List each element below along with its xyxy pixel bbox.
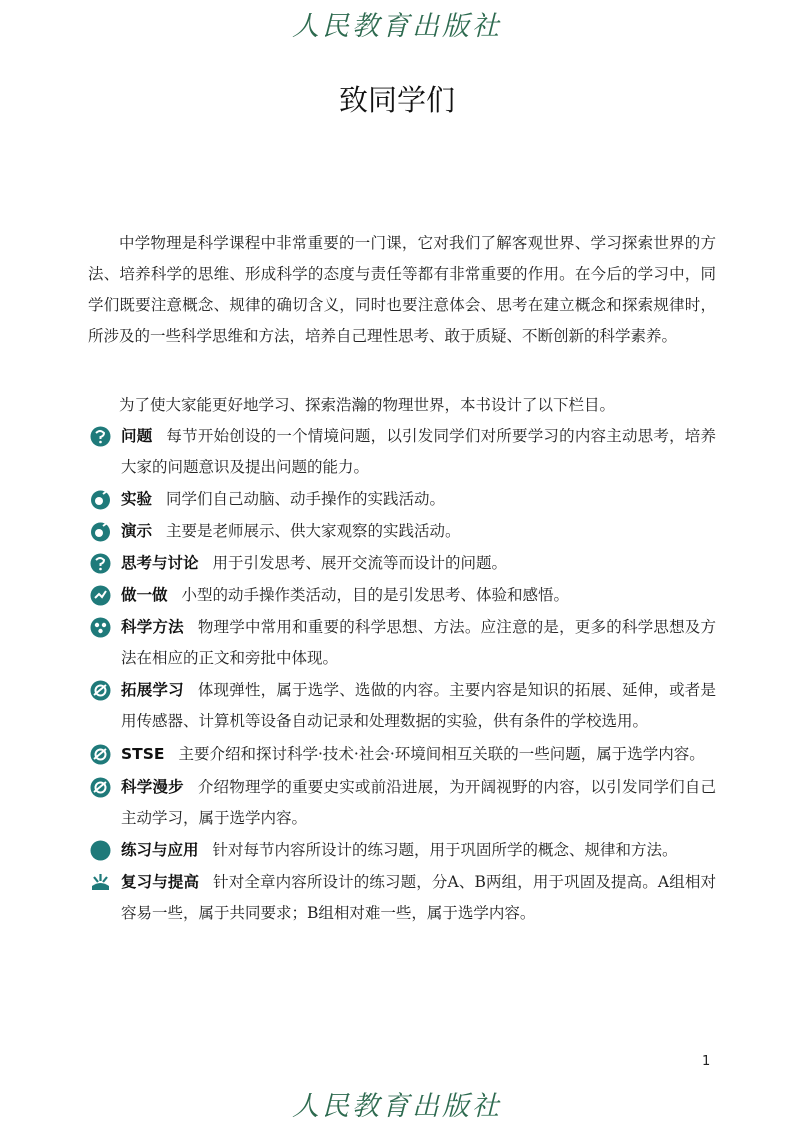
- column-item: 问题 每节开始创设的一个情境问题，以引发同学们对所要学习的内容主动思考，培养大家的问题意识及提出问题的能力。: [88, 421, 716, 483]
- column-item: 练习与应用 针对每节内容所设计的练习题，用于巩固所学的概念、规律和方法。: [88, 835, 716, 866]
- stse-icon: [90, 744, 111, 765]
- intro-paragraph: 为了使大家能更好地学习、探索浩瀚的物理世界，本书设计了以下栏目。: [119, 396, 616, 414]
- column-item: 拓展学习 体现弹性，属于选学、选做的内容。主要内容是知识的拓展、延伸，或者是用传感器、计算机等设备自动记录和处理数据的实验，供有条件的学校选用。: [88, 675, 716, 737]
- column-item: 思考与讨论 用于引发思考、展开交流等而设计的问题。: [88, 548, 716, 579]
- intro-paragraph: 中学物理是科学课程中非常重要的一门课，它对我们了解客观世界、学习探索世界的方法、培养科学的思维、形成科学的态度与责任等都有非常重要的作用。在今后的学习中，同学们既要注意概念、规律的确切含义，同时也要注意体会、思考在建立概念和探索规律时，所涉及的一些科学思维和方法，培养自己理性思考、敢于质疑、不断创新的科学素养。: [88, 234, 716, 345]
- page-number: 1: [702, 1054, 711, 1069]
- column-item: 做一做 小型的动手操作类活动，目的是引发思考、体验和感悟。: [88, 580, 716, 611]
- publisher-logo-bottom: 人民教育出版社: [292, 1091, 502, 1122]
- hands-on-icon: [90, 585, 111, 606]
- method-icon: [90, 617, 111, 638]
- column-item: 科学漫步 介绍物理学的重要史实或前沿进展，为开阔视野的内容，以引发同学们自己主动学习，属于选学内容。: [88, 772, 716, 834]
- review-icon: [90, 872, 111, 893]
- question-icon: [90, 426, 111, 447]
- demonstration-icon: [90, 521, 111, 542]
- column-item: 复习与提高 针对全章内容所设计的练习题，分A、B两组，用于巩固及提高。A组相对容易一些，属于共同要求；B组相对难一些，属于选学内容。: [88, 867, 716, 929]
- column-item: 科学方法 物理学中常用和重要的科学思想、方法。应注意的是，更多的科学思想及方法在相应的正文和旁批中体现。: [88, 612, 716, 674]
- publisher-logo-top: 人民教育出版社: [292, 11, 502, 42]
- experiment-icon: [90, 489, 111, 510]
- column-list: [88, 421, 716, 929]
- discussion-icon: [90, 553, 111, 574]
- extension-icon: [90, 680, 111, 701]
- column-item: 演示 主要是老师展示、供大家观察的实践活动。: [88, 516, 716, 547]
- column-item: 实验 同学们自己动脑、动手操作的实践活动。: [88, 484, 716, 515]
- column-item: STSE 主要介绍和探讨科学·技术·社会·环境间相互关联的一些问题，属于选学内容。: [88, 739, 716, 770]
- science-walk-icon: [90, 777, 111, 798]
- exercise-icon: [90, 840, 111, 861]
- page-title: 致同学们: [338, 83, 455, 117]
